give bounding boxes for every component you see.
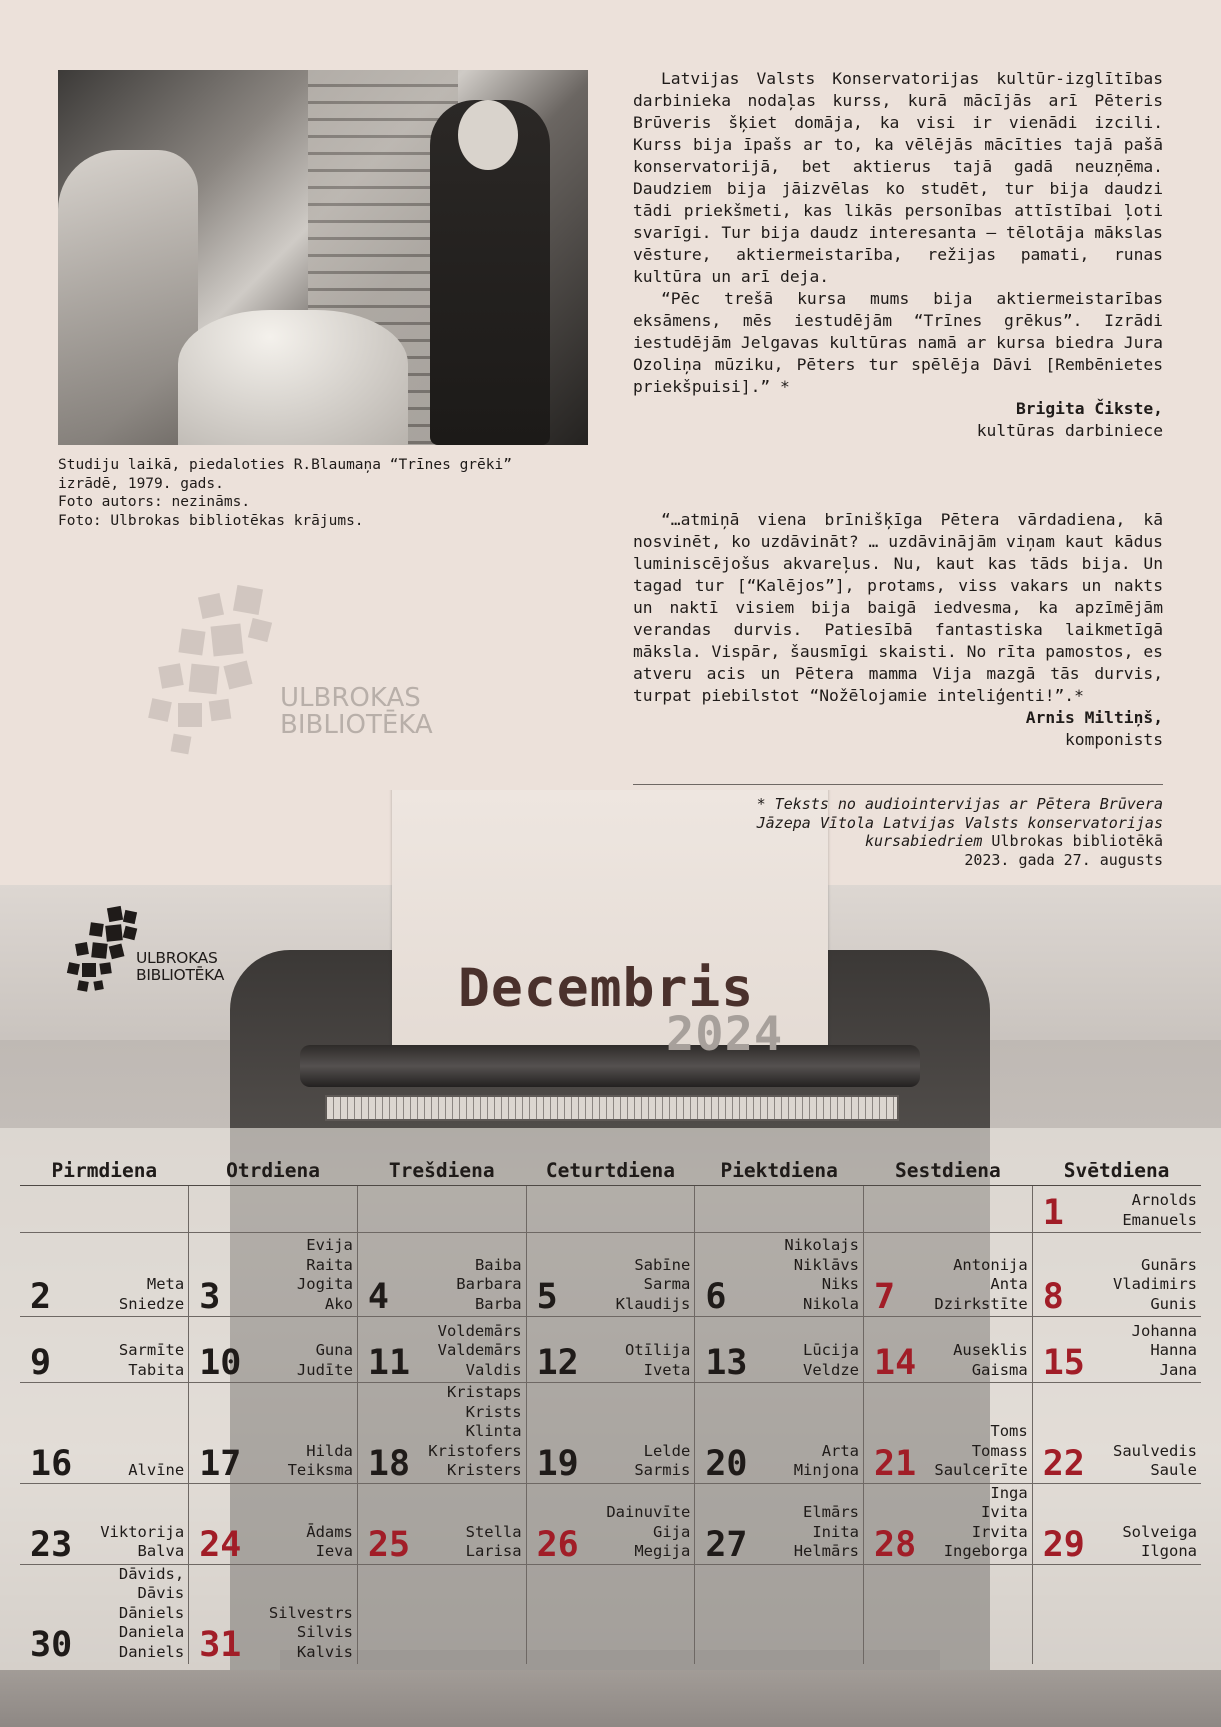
weekday-header: Otrdiena: [189, 1155, 358, 1186]
name-day-list: Silvestrs Silvis Kalvis: [268, 1603, 353, 1661]
day-number: 21: [874, 1443, 917, 1484]
day-number: 29: [1042, 1524, 1085, 1565]
month-title: Decembris: [458, 958, 755, 1019]
day-number: 13: [705, 1343, 748, 1383]
quote-paragraph: Latvijas Valsts Konservatorijas kultūr-izglītības darbinieka nodaļas kurss, kurā mācījās arī Pēteris Brūveris šķiet domāja, ka visi ir vienādi izcili. Kurss bija īpašs ar to, ka vēlējās mācīties tajā pašā konservatorijā, bet aktierus tajā gadā neuzņēma. Daudziem bija jāizvēlas ko studēt, tur bija daudzi tādi priekšmeti, kas likās personības attīstībai ļoti svarīgi. Tur bija daudz interesanta – tēlotāja mākslas vēsture, aktiermeistarība, režijas pamati, runas kultūra un arī deja.: [633, 69, 1163, 286]
calendar-day-cell: [20, 1564, 189, 1664]
calendar-empty-cell: [526, 1186, 695, 1233]
calendar-empty-cell: [695, 1564, 864, 1664]
quote-paragraph: “…atmiņā viena brīnišķīga Pētera vārdadiena, kā nosvinēt, ko uzdāvināt? … uzdāvinājām viņam kaut kādus luminiscējošus akvareļus. Nu, kaut kas tāds bija. Un tagad tur [“Kalējos”], protams, viss vakars un nakts un naktī visiem bija baigā iedvesma, ka apzīmējām verandas durvis. Patiesībā fantastiska laikmetīgā māksla. Vispār, šausmīgi skaisti. No rīta pamostos, es atveru acis un Pētera mamma Vija mazgā tās durvis, turpat piebilstot “Nožēlojamie inteliģenti!”.*: [633, 510, 1163, 705]
day-number: 28: [874, 1524, 917, 1565]
day-number: 17: [199, 1443, 242, 1484]
day-number: 16: [30, 1443, 73, 1484]
name-day-list: Arta Minjona: [793, 1441, 860, 1479]
name-day-list: Meta Sniedze: [118, 1275, 185, 1313]
calendar-day-cell: [695, 1383, 864, 1484]
calendar-day-cell: [526, 1383, 695, 1484]
name-day-list: Nikolajs Niklāvs Niks Nikola: [784, 1236, 860, 1313]
name-day-list: Elmārs Inita Helmārs: [793, 1503, 860, 1560]
calendar-empty-cell: [1032, 1564, 1201, 1664]
name-day-list: Inga Ivita Irvita Ingeborga: [943, 1483, 1028, 1560]
name-day-list: Dainuvīte Gija Megija: [606, 1503, 691, 1560]
day-number: 26: [536, 1524, 579, 1565]
calendar-body: [20, 1186, 1201, 1665]
calendar-day-cell: [695, 1233, 864, 1317]
day-number: 22: [1042, 1443, 1085, 1484]
name-day-list: Sabīne Sarma Klaudijs: [615, 1255, 691, 1313]
weekday-header: Svētdiena: [1032, 1155, 1201, 1186]
calendar-empty-cell: [357, 1186, 526, 1233]
library-logo-watermark: [140, 585, 450, 770]
watermark-line1: ULBROKAS: [280, 683, 421, 713]
typewriter-scale: [325, 1095, 899, 1121]
calendar-day-cell: [864, 1483, 1033, 1564]
calendar-day-cell: [695, 1483, 864, 1564]
weekday-header: Trešdiena: [357, 1155, 526, 1186]
day-number: 6: [705, 1277, 727, 1317]
name-day-list: Sarmīte Tabita: [118, 1341, 185, 1379]
calendar-week-row: [20, 1317, 1201, 1383]
calendar-grid: [20, 1155, 1201, 1664]
calendar-day-cell: [1032, 1233, 1201, 1317]
day-number: 15: [1042, 1343, 1085, 1383]
logo-line1: ULBROKAS: [136, 949, 218, 967]
calendar-day-cell: [526, 1317, 695, 1383]
calendar-day-cell: [189, 1233, 358, 1317]
name-day-list: Gunārs Vladimirs Gunis: [1113, 1255, 1197, 1313]
caption-line: izrādē, 1979. gads.: [58, 475, 224, 492]
calendar-week-row: [20, 1233, 1201, 1317]
calendar-empty-cell: [357, 1564, 526, 1664]
calendar-empty-cell: [526, 1564, 695, 1664]
library-logo-text: [136, 950, 224, 984]
name-day-list: Viktorija Balva: [100, 1522, 185, 1560]
calendar-day-cell: [189, 1317, 358, 1383]
calendar-empty-cell: [189, 1186, 358, 1233]
watermark-text: [280, 685, 433, 739]
quote-author-role: kultūras darbiniece: [976, 421, 1163, 440]
quote-author: Brigita Čikste,: [1015, 399, 1163, 418]
photo-actress: [58, 150, 198, 445]
quote-block-2: [633, 509, 1163, 751]
day-number: 30: [30, 1625, 73, 1665]
day-number: 10: [199, 1343, 242, 1383]
name-day-list: Baiba Barbara Barba: [456, 1255, 522, 1313]
quote-author-role: komponists: [1064, 730, 1163, 749]
watermark-line2: BIBLIOTĒKA: [280, 710, 433, 740]
footnote-line: * Teksts no audiointervijas ar Pētera Brūvera: [756, 795, 1163, 813]
weekday-header-row: [20, 1155, 1201, 1186]
calendar-day-cell: [1032, 1186, 1201, 1233]
name-day-list: Voldemārs Valdemārs Valdis: [437, 1321, 522, 1379]
calendar-day-cell: [864, 1233, 1033, 1317]
day-number: 24: [199, 1524, 242, 1565]
caption-line: Studiju laikā, piedaloties R.Blaumaņa “Trīnes grēki”: [58, 457, 512, 473]
name-day-list: Solveiga Ilgona: [1122, 1522, 1197, 1560]
day-number: 19: [536, 1443, 579, 1484]
caption-line: Foto autors: nezināms.: [58, 494, 251, 510]
day-number: 1: [1042, 1193, 1064, 1233]
name-day-list: Stella Larisa: [465, 1522, 522, 1560]
day-number: 4: [367, 1277, 389, 1317]
calendar-day-cell: [189, 1383, 358, 1484]
calendar-day-cell: [864, 1317, 1033, 1383]
caption-line: Foto: Ulbrokas bibliotēkas krājums.: [58, 512, 364, 529]
day-number: 18: [367, 1443, 411, 1484]
name-day-list: Hilda Teiksma: [287, 1441, 353, 1479]
day-number: 9: [30, 1343, 52, 1383]
logo-line2: BIBLIOTĒKA: [136, 966, 225, 984]
footnote-line: kursabiedriem Ulbrokas bibliotēkā: [864, 832, 1163, 850]
weekday-header: Pirmdiena: [20, 1155, 189, 1186]
name-day-list: Guna Judīte: [296, 1341, 353, 1379]
footnote-line: 2023. gada 27. augusts: [964, 850, 1163, 869]
calendar-day-cell: [20, 1483, 189, 1564]
calendar-day-cell: [357, 1383, 526, 1484]
calendar-week-row: [20, 1383, 1201, 1484]
name-day-list: Arnolds Emanuels: [1122, 1191, 1197, 1229]
name-day-list: Saulvedis Saule: [1113, 1441, 1197, 1479]
day-number: 12: [536, 1343, 579, 1383]
footnote-line: Jāzepa Vītola Latvijas Valsts konservatorijas: [756, 813, 1163, 832]
day-number: 2: [30, 1277, 52, 1317]
weekday-header: Ceturtdiena: [526, 1155, 695, 1186]
calendar-table: [20, 1155, 1201, 1664]
calendar-day-cell: [189, 1564, 358, 1664]
calendar-empty-cell: [695, 1186, 864, 1233]
typewriter-roller: [300, 1045, 920, 1087]
name-day-list: Antonija Anta Dzirkstīte: [934, 1255, 1028, 1313]
name-day-list: Lelde Sarmis: [634, 1441, 691, 1479]
calendar-empty-cell: [864, 1564, 1033, 1664]
name-day-list: Toms Tomass Saulcerīte: [934, 1422, 1028, 1479]
quote-block-1: [633, 68, 1163, 442]
photo-table: [178, 310, 408, 445]
calendar-day-cell: [864, 1383, 1033, 1484]
calendar-empty-cell: [864, 1186, 1033, 1233]
name-day-list: Evija Raita Jogita Ako: [296, 1236, 353, 1313]
photo-actor-face: [458, 100, 518, 170]
name-day-list: Dāvids, Dāvis Dāniels Daniela Daniels: [118, 1564, 185, 1661]
calendar-day-cell: [526, 1483, 695, 1564]
calendar-day-cell: [357, 1233, 526, 1317]
calendar-day-cell: [1032, 1383, 1201, 1484]
photo-caption: [58, 456, 598, 530]
day-number: 27: [705, 1524, 748, 1565]
weekday-header: Piektdiena: [695, 1155, 864, 1186]
name-day-list: Lūcija Veldze: [803, 1341, 860, 1379]
calendar-week-row: [20, 1564, 1201, 1664]
typewriter-front-plate: [0, 1670, 1221, 1727]
calendar-week-row: [20, 1186, 1201, 1233]
day-number: 14: [874, 1343, 917, 1383]
calendar-day-cell: [20, 1383, 189, 1484]
name-day-list: Auseklis Gaisma: [953, 1341, 1028, 1379]
name-day-list: Kristaps Krists Klinta Kristofers Kristers: [428, 1383, 522, 1479]
day-number: 23: [30, 1524, 73, 1565]
calendar-empty-cell: [20, 1186, 189, 1233]
calendar-day-cell: [20, 1233, 189, 1317]
calendar-week-row: [20, 1483, 1201, 1564]
name-day-list: Ādams Ieva: [306, 1522, 353, 1560]
footnote: [633, 784, 1163, 869]
calendar-day-cell: [20, 1317, 189, 1383]
calendar-day-cell: [357, 1317, 526, 1383]
day-number: 3: [199, 1277, 221, 1317]
name-day-list: Alvīne: [128, 1461, 185, 1479]
day-number: 7: [874, 1277, 896, 1317]
quote-paragraph: “Pēc trešā kursa mums bija aktiermeistarības eksāmens, mēs iestudējām “Trīnes grēkus”. Izrādi iestudējām Jelgavas kultūras namā ar kursa biedra Jura Ozoliņa mūziku, Pēters tur spēlēja Dāvi [Rembēnietes priekšpuisi].” *: [633, 289, 1163, 396]
year-title: 2024: [666, 1007, 784, 1062]
day-number: 25: [367, 1524, 411, 1565]
day-number: 5: [536, 1277, 558, 1317]
theater-photo: [58, 70, 588, 445]
calendar-day-cell: [189, 1483, 358, 1564]
calendar-day-cell: [695, 1317, 864, 1383]
weekday-header: Sestdiena: [864, 1155, 1033, 1186]
day-number: 31: [199, 1625, 242, 1665]
name-day-list: Otīlija Iveta: [624, 1341, 691, 1379]
day-number: 20: [705, 1443, 748, 1484]
calendar-day-cell: [357, 1483, 526, 1564]
day-number: 11: [367, 1343, 411, 1383]
calendar-day-cell: [1032, 1483, 1201, 1564]
quote-author: Arnis Miltiņš,: [1025, 708, 1163, 727]
day-number: 8: [1042, 1277, 1064, 1317]
calendar-day-cell: [526, 1233, 695, 1317]
calendar-day-cell: [1032, 1317, 1201, 1383]
name-day-list: Johanna Hanna Jana: [1131, 1321, 1197, 1379]
